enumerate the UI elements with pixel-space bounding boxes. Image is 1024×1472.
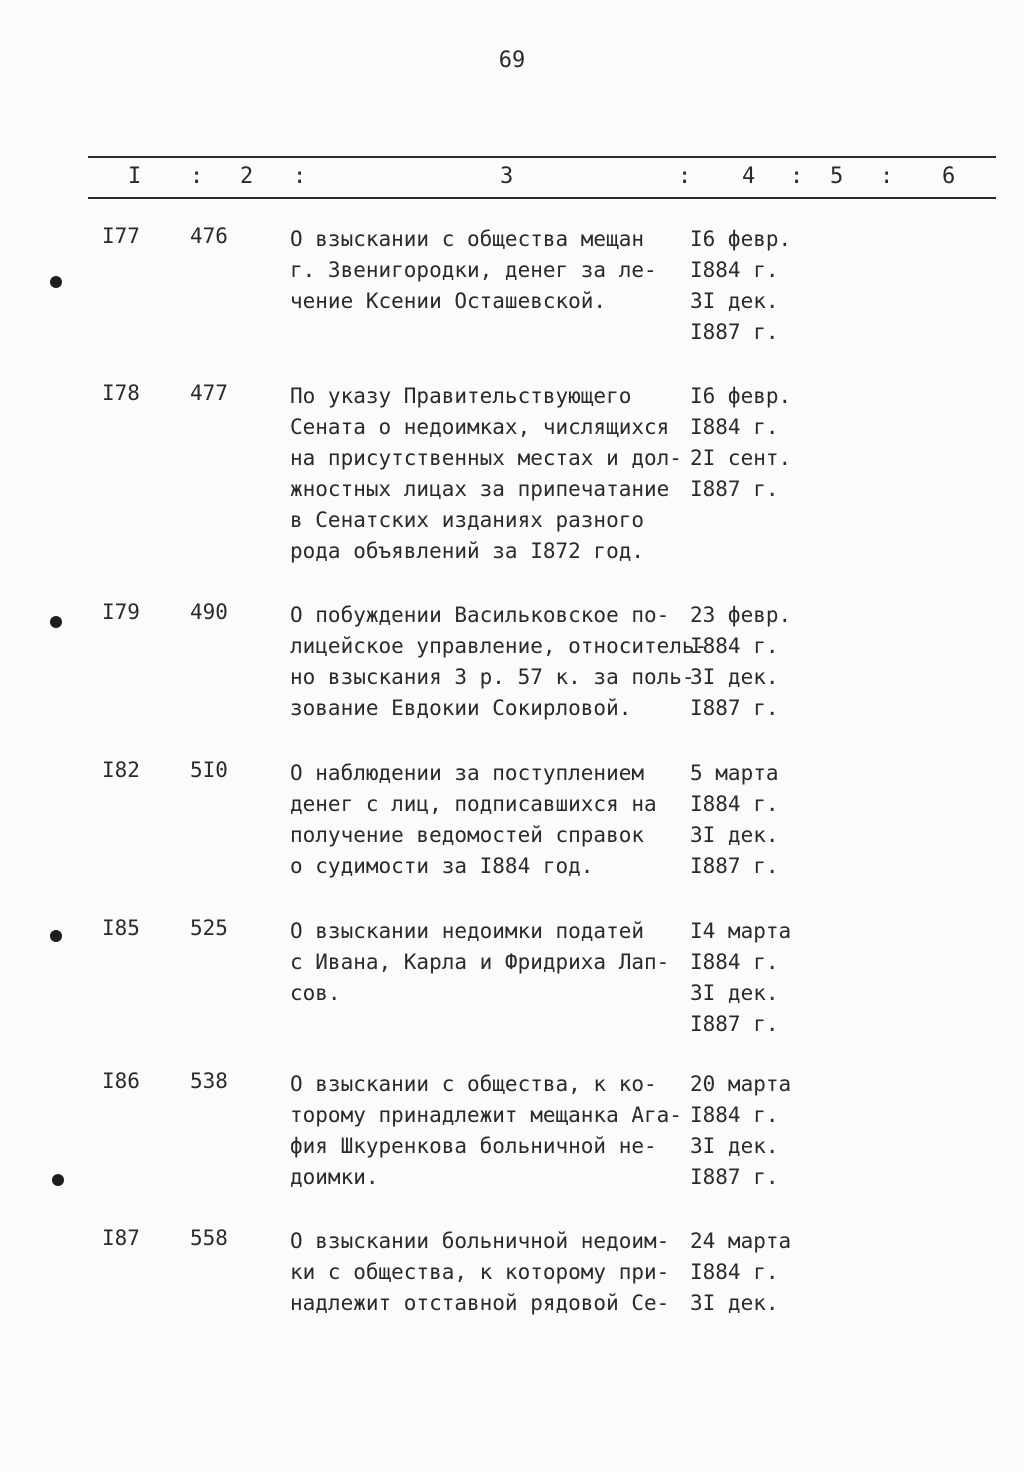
column-header-3: 3	[500, 164, 514, 189]
header-bottom-rule	[88, 197, 996, 199]
date-line: I884 г.	[690, 1260, 779, 1284]
record-file-number: 5I0	[190, 758, 228, 782]
date-line: I884 г.	[690, 415, 779, 439]
record-dates	[690, 224, 810, 348]
title-line: ки с общества, к которому при-	[290, 1260, 670, 1284]
punch-hole-mark	[50, 930, 62, 942]
date-line: I887 г.	[690, 477, 779, 501]
record-title	[290, 1069, 695, 1193]
date-line: I6 февр.	[690, 384, 792, 408]
record-seq-number: I79	[102, 600, 140, 624]
date-line: I884 г.	[690, 258, 779, 282]
record-file-number: 490	[190, 600, 228, 624]
title-line: По указу Правительствующего	[290, 384, 632, 408]
record-dates	[690, 1226, 810, 1319]
title-line: торому принадлежит мещанка Ага-	[290, 1103, 682, 1127]
title-line: О взыскании с общества, к ко-	[290, 1072, 657, 1096]
record-seq-number: I87	[102, 1226, 140, 1250]
punch-hole-mark	[50, 276, 62, 288]
record-seq-number: I77	[102, 224, 140, 248]
column-separator: :	[790, 164, 804, 189]
date-line: 23 февр.	[690, 603, 792, 627]
record-title	[290, 758, 695, 882]
title-line: надлежит отставной рядовой Се-	[290, 1291, 670, 1315]
title-line: зование Евдокии Сокирловой.	[290, 696, 632, 720]
record-title	[290, 381, 695, 567]
record-file-number: 477	[190, 381, 228, 405]
record-file-number: 538	[190, 1069, 228, 1093]
record-file-number: 558	[190, 1226, 228, 1250]
record-title	[290, 600, 708, 724]
date-line: I884 г.	[690, 792, 779, 816]
title-line: О взыскании с общества мещан	[290, 227, 645, 251]
date-line: I884 г.	[690, 634, 779, 658]
date-line: 2I сент.	[690, 446, 792, 470]
punch-hole-mark	[50, 616, 62, 628]
record-title	[290, 1226, 695, 1319]
date-line: I887 г.	[690, 854, 779, 878]
title-line: в Сенатских изданиях разного	[290, 508, 645, 532]
title-line: г. Звенигородки, денег за ле-	[290, 258, 657, 282]
date-line: I887 г.	[690, 320, 779, 344]
title-line: лицейское управление, относитель-	[290, 634, 708, 658]
date-line: 3I дек.	[690, 823, 779, 847]
title-line: О взыскании больничной недоим-	[290, 1229, 670, 1253]
page-number: 69	[498, 48, 526, 73]
date-line: I4 марта	[690, 919, 792, 943]
column-separator: :	[293, 164, 307, 189]
record-dates	[690, 1069, 810, 1193]
date-line: I887 г.	[690, 696, 779, 720]
date-line: 3I дек.	[690, 981, 779, 1005]
column-header-6: 6	[942, 164, 956, 189]
title-line: но взыскания 3 р. 57 к. за поль-	[290, 665, 695, 689]
title-line: рода объявлений за I872 год.	[290, 539, 645, 563]
date-line: I887 г.	[690, 1165, 779, 1189]
title-line: получение ведомостей справок	[290, 823, 645, 847]
title-line: доимки.	[290, 1165, 379, 1189]
title-line: сов.	[290, 981, 341, 1005]
column-header-1: I	[128, 164, 142, 189]
record-dates	[690, 381, 810, 505]
column-separator: :	[678, 164, 692, 189]
record-dates	[690, 916, 810, 1040]
title-line: о судимости за I884 год.	[290, 854, 594, 878]
record-seq-number: I78	[102, 381, 140, 405]
record-dates	[690, 600, 810, 724]
column-header-2: 2	[240, 164, 254, 189]
date-line: I884 г.	[690, 1103, 779, 1127]
column-header-5: 5	[830, 164, 844, 189]
record-dates	[690, 758, 810, 882]
record-file-number: 476	[190, 224, 228, 248]
title-line: Сената о недоимках, числящихся	[290, 415, 670, 439]
date-line: 3I дек.	[690, 289, 779, 313]
date-line: 3I дек.	[690, 665, 779, 689]
record-seq-number: I86	[102, 1069, 140, 1093]
record-seq-number: I82	[102, 758, 140, 782]
date-line: 3I дек.	[690, 1291, 779, 1315]
title-line: О взыскании недоимки податей	[290, 919, 645, 943]
title-line: О побуждении Васильковское по-	[290, 603, 670, 627]
column-header-4: 4	[742, 164, 756, 189]
title-line: с Ивана, Карла и Фридриха Лап-	[290, 950, 670, 974]
header-top-rule	[88, 156, 996, 158]
date-line: 20 марта	[690, 1072, 792, 1096]
title-line: чение Ксении Осташевской.	[290, 289, 607, 313]
date-line: 5 марта	[690, 761, 779, 785]
date-line: I6 февр.	[690, 227, 792, 251]
record-file-number: 525	[190, 916, 228, 940]
date-line: 24 марта	[690, 1229, 792, 1253]
title-line: фия Шкуренкова больничной не-	[290, 1134, 657, 1158]
column-separator: :	[880, 164, 894, 189]
title-line: жностных лицах за припечатание	[290, 477, 670, 501]
date-line: 3I дек.	[690, 1134, 779, 1158]
punch-hole-mark	[52, 1174, 64, 1186]
date-line: I887 г.	[690, 1012, 779, 1036]
title-line: на присутственных местах и дол-	[290, 446, 682, 470]
title-line: денег с лиц, подписавшихся на	[290, 792, 657, 816]
record-title	[290, 224, 695, 317]
record-seq-number: I85	[102, 916, 140, 940]
date-line: I884 г.	[690, 950, 779, 974]
record-title	[290, 916, 695, 1009]
column-separator: :	[190, 164, 204, 189]
title-line: О наблюдении за поступлением	[290, 761, 645, 785]
